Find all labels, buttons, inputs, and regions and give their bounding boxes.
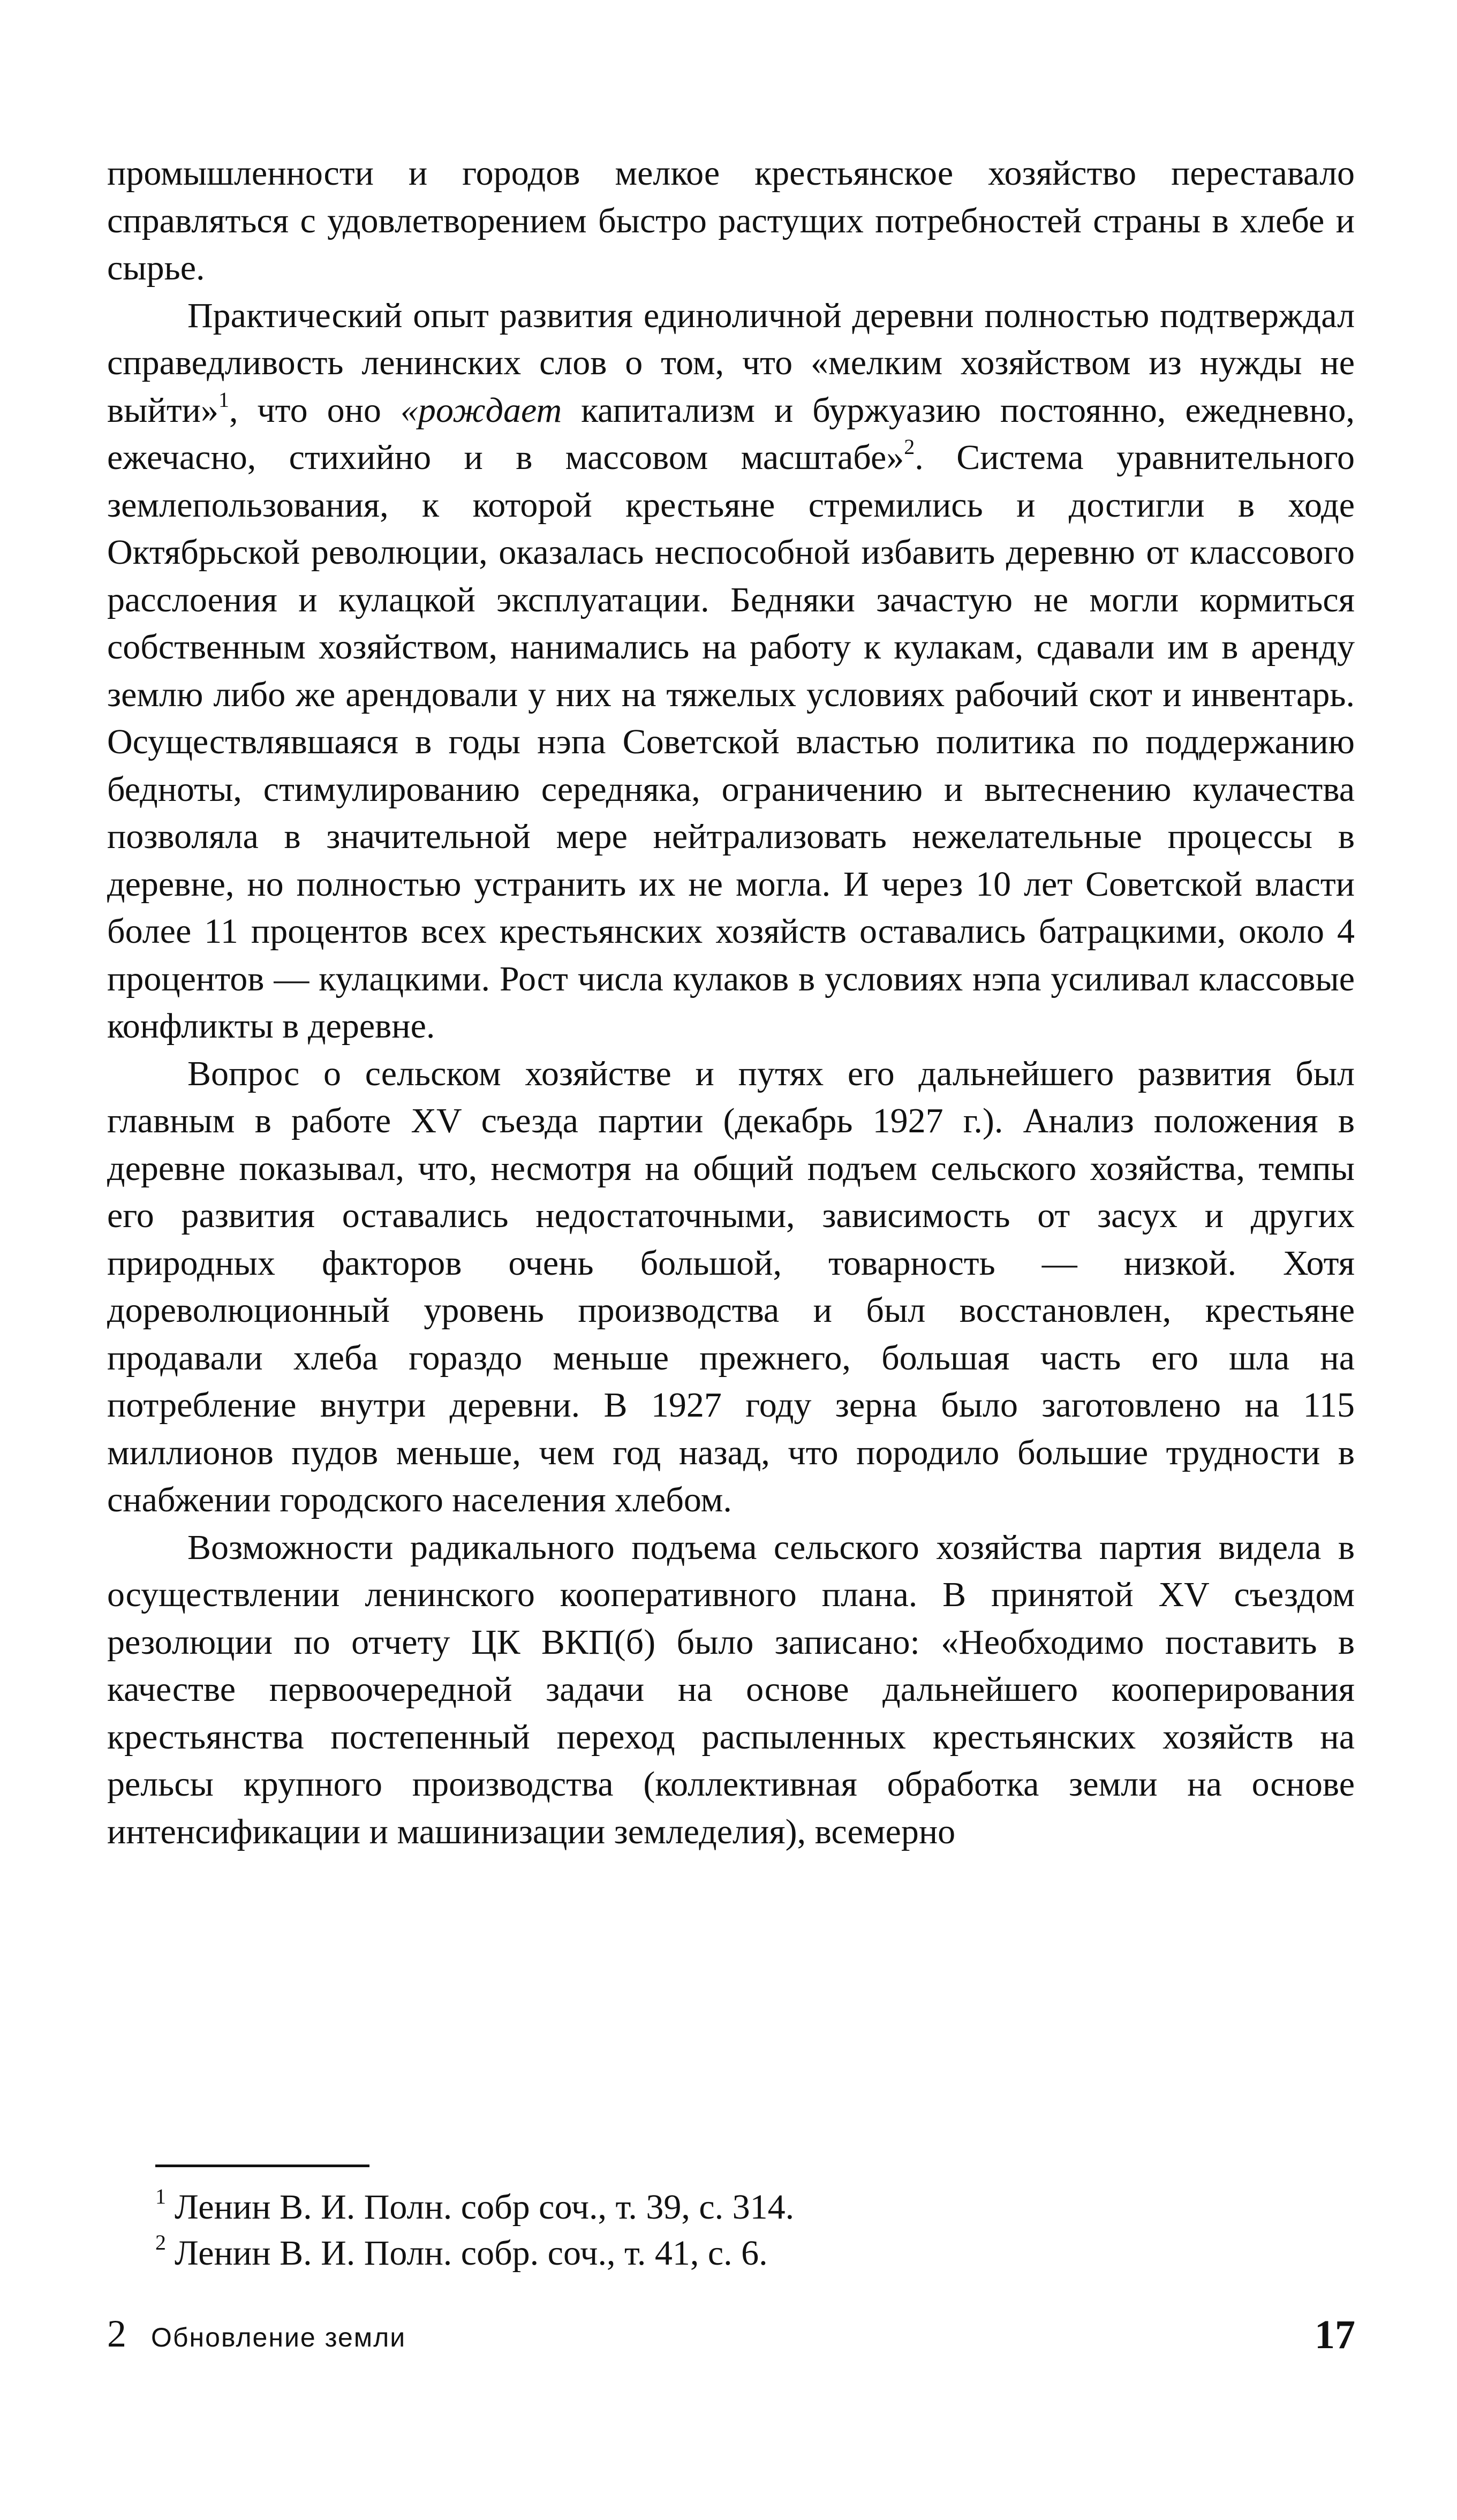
paragraph-1: промышленности и городов мелкое крестьянское хозяйство переставало справляться с удовлетворением быстро растущих потребностей страны в хлебе и сырье. <box>107 154 1355 287</box>
footnote-mark: 2 <box>155 2230 166 2254</box>
footnotes <box>155 2184 1333 2276</box>
signature-title: Обновление земли <box>151 2322 406 2352</box>
body-text <box>107 150 1355 1856</box>
paragraph-2-segment: Практический опыт развития единоличной деревни полностью подтверждал справедливость ленинских слов о том, что «мелким хозяйством из нужды не выйти» <box>107 296 1355 430</box>
footnote-1 <box>155 2184 1333 2230</box>
paragraph-2-italic: «рождает <box>400 390 562 430</box>
footnote-ref-1: 1 <box>218 387 229 412</box>
paragraph-4: Возможности радикального подъема сельского хозяйства партия видела в осуществлении ленинского кооперативного плана. В принятой XV съездом резолюции по отчету ЦК ВКП(б) было записано: «Необходимо поставить в качестве первоочередной задачи на основе дальнейшего кооперирования крестьянства постепенный переход распыленных крестьянских хозяйств на рельсы крупного производства (коллективная обработка земли на основе интенсификации и машинизации земледелия), всемерно <box>107 1527 1355 1851</box>
paragraph-3: Вопрос о сельском хозяйстве и путях его дальнейшего развития был главным в работе XV съезда партии (декабрь 1927 г.). Анализ положения в деревне показывал, что, несмотря на общий подъем сельского хозяйства, темпы его развития оставались недостаточными, зависимость от засух и других природных факторов очень большой, товарность — низкой. Хотя дореволюционный уровень производства и был восстановлен, крестьяне продавали хлеба гораздо меньше прежнего, большая часть его шла на потребление внутри деревни. В 1927 году зерна было заготовлено на 115 миллионов пудов меньше, чем год назад, что породило большие трудности в снабжении городского населения хлебом. <box>107 1054 1355 1519</box>
footnote-text: Ленин В. И. Полн. собр соч., т. 39, с. 314. <box>175 2188 795 2227</box>
page-number: 17 <box>1315 2312 1355 2357</box>
paragraph-2-segment: . Система уравнительного землепользования, к которой крестьяне стремились и достигли в ходе Октябрьской революции, оказалась неспособной избавить деревню от классового расслоения и кулацкой эксплуатации. Бедняки зачастую не могли кормиться собственным хозяйством, нанимались на работу к кулакам, сдавали им в аренду землю либо же арендовали у них на тяжелых условиях рабочий скот и инвентарь. Осуществлявшаяся в годы нэпа Советской властью политика по поддержанию бедноты, стимулированию середняка, ограничению и вытеснению кулачества позволяла в значительной мере нейтрализовать нежелательные процессы в деревне, но полностью устранить их не могла. И через 10 лет Советской власти более 11 процентов всех крестьянских хозяйств оставались батрацкими, около 4 процентов — кулацкими. Рост числа кулаков в условиях нэпа усиливал классовые конфликты в деревне. <box>107 438 1355 1046</box>
printer-signature <box>107 2312 406 2360</box>
footnote-mark: 1 <box>155 2184 166 2208</box>
paragraph-2-segment: , что оно <box>229 390 401 430</box>
paragraph-2-segment: капитализм и буржуазию постоянно, ежедневно, ежечасно, стихийно и в массовом масштабе» <box>107 390 1355 477</box>
footnote-ref-2: 2 <box>904 435 915 459</box>
footnote-text: Ленин В. И. Полн. собр. соч., т. 41, с. 6. <box>175 2234 768 2273</box>
footnote-2 <box>155 2230 1333 2276</box>
footnote-separator <box>155 2165 369 2167</box>
paragraph-2 <box>107 292 1355 1050</box>
signature-number: 2 <box>107 2312 126 2355</box>
